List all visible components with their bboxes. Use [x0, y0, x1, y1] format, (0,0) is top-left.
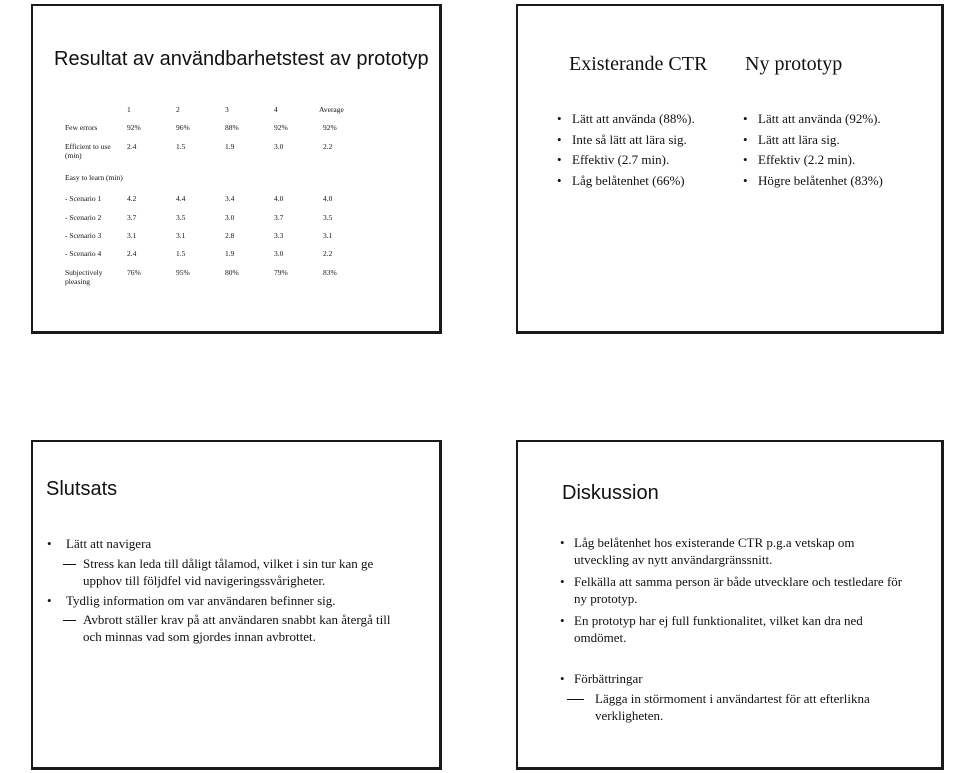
slide-title: Slutsats: [46, 478, 118, 500]
slide-title: Resultat av användbarhetstest av prototyp: [54, 48, 429, 70]
results-table: [65, 105, 368, 294]
list-item: • Effektiv (2.7 min).: [555, 150, 695, 171]
table-header-cell: 3: [225, 105, 229, 114]
slide-usability-results: [31, 4, 442, 334]
list-item: • Lätt att lära sig.: [741, 130, 883, 151]
table-cell: Few errors: [65, 123, 98, 132]
table-cell: 3.5: [176, 213, 186, 222]
table-cell: 80%: [225, 268, 239, 277]
table-cell: 76%: [127, 268, 141, 277]
table-header-cell: 2: [176, 105, 180, 114]
table-cell: Subjectively pleasing: [65, 268, 103, 286]
table-header-cell: Average: [319, 105, 344, 114]
table-row: [65, 249, 368, 268]
table-row: [65, 123, 368, 142]
table-cell: - Scenario 4: [65, 249, 102, 258]
conclusions-list: [33, 535, 393, 645]
table-cell: 79%: [274, 268, 288, 277]
table-row: [65, 173, 368, 194]
table-cell: - Scenario 3: [65, 231, 102, 240]
table-cell: Easy to learn (min): [65, 173, 123, 182]
table-cell: - Scenario 2: [65, 213, 102, 222]
table-cell: 1.5: [176, 142, 186, 151]
table-cell: 3.3: [274, 231, 284, 240]
table-cell: 3.1: [176, 231, 186, 240]
table-cell: 3.0: [274, 249, 284, 258]
table-cell: 3.7: [274, 213, 284, 222]
new-prototype-list: [741, 109, 883, 191]
table-row: [65, 231, 368, 249]
table-cell: [221, 173, 270, 194]
table-cell: 3.1: [127, 231, 137, 240]
list-item: • En prototyp har ej full funktionalitet, vilket kan dra ned omdömet.: [518, 612, 903, 646]
table-cell: 4.0: [274, 194, 284, 203]
list-item: • Inte så lätt att lära sig.: [555, 130, 695, 151]
table-cell: 3.0: [225, 213, 235, 222]
table-row: [65, 142, 368, 173]
slide-discussion: [516, 440, 944, 770]
table-cell: 1.5: [176, 249, 186, 258]
table-cell: 2.8: [225, 231, 235, 240]
table-cell: 4.2: [127, 194, 137, 203]
table-cell: 2.2: [323, 249, 333, 258]
slide-title: Diskussion: [562, 482, 659, 504]
table-row: [65, 194, 368, 213]
table-row: [65, 268, 368, 294]
table-cell: 3.1: [323, 231, 333, 240]
table-cell: - Scenario 1: [65, 194, 102, 203]
table-cell: 2.4: [127, 142, 137, 151]
table-cell: 3.0: [274, 142, 284, 151]
table-cell: 83%: [323, 268, 337, 277]
existing-ctr-heading: Existerande CTR: [569, 53, 708, 75]
table-header-cell: 4: [274, 105, 278, 114]
list-item: • Högre belåtenhet (83%): [741, 171, 883, 192]
list-item: • Förbättringar: [518, 670, 903, 687]
table-cell: 1.9: [225, 249, 235, 258]
table-cell: [319, 173, 368, 194]
table-cell: 3.7: [127, 213, 137, 222]
slide-conclusions: [31, 440, 442, 770]
list-subitem: Stress kan leda till dåligt tålamod, vilket i sin tur kan ge upphov till följdfel vid navigeringssvårigheter.: [33, 555, 393, 589]
list-subitem: Lägga in störmoment i användartest för att efterlikna verkligheten.: [518, 690, 903, 724]
table-header-cell: 1: [127, 105, 131, 114]
slide-comparison: [516, 4, 944, 334]
list-item: • Lätt att navigera: [33, 535, 393, 552]
list-item: • Effektiv (2.2 min).: [741, 150, 883, 171]
discussion-list: [518, 534, 903, 724]
table-cell: 1.9: [225, 142, 235, 151]
table-cell: 88%: [225, 123, 239, 132]
table-cell: 3.5: [323, 213, 333, 222]
table-cell: [172, 173, 221, 194]
existing-ctr-list: [555, 109, 695, 191]
table-header-row: [65, 105, 368, 123]
table-cell: [270, 173, 319, 194]
table-cell: 92%: [274, 123, 288, 132]
table-cell: 92%: [127, 123, 141, 132]
table-cell: 4.4: [176, 194, 186, 203]
table-cell: 3.4: [225, 194, 235, 203]
table-cell: 92%: [323, 123, 337, 132]
table-cell: 4.0: [323, 194, 333, 203]
list-item: • Felkälla att samma person är både utvecklare och testledare för ny prototyp.: [518, 573, 903, 607]
list-item: • Lätt att använda (88%).: [555, 109, 695, 130]
table-cell: 95%: [176, 268, 190, 277]
list-item: • Låg belåtenhet (66%): [555, 171, 695, 192]
list-item: • Låg belåtenhet hos existerande CTR p.g.a vetskap om utveckling av nytt användargränssnitt.: [518, 534, 903, 568]
list-item: • Tydlig information om var användaren befinner sig.: [33, 592, 393, 609]
list-subitem: Avbrott ställer krav på att användaren snabbt kan återgå till och minnas vad som gjordes innan avbrottet.: [33, 611, 393, 645]
table-header-cell: [65, 105, 123, 123]
table-cell: [123, 173, 172, 194]
table-cell: Efficient to use (min): [65, 142, 111, 160]
table-cell: 96%: [176, 123, 190, 132]
table-row: [65, 213, 368, 231]
table-cell: 2.2: [323, 142, 333, 151]
table-cell: 2.4: [127, 249, 137, 258]
new-prototype-heading: Ny prototyp: [745, 53, 843, 75]
list-item: • Lätt att använda (92%).: [741, 109, 883, 130]
